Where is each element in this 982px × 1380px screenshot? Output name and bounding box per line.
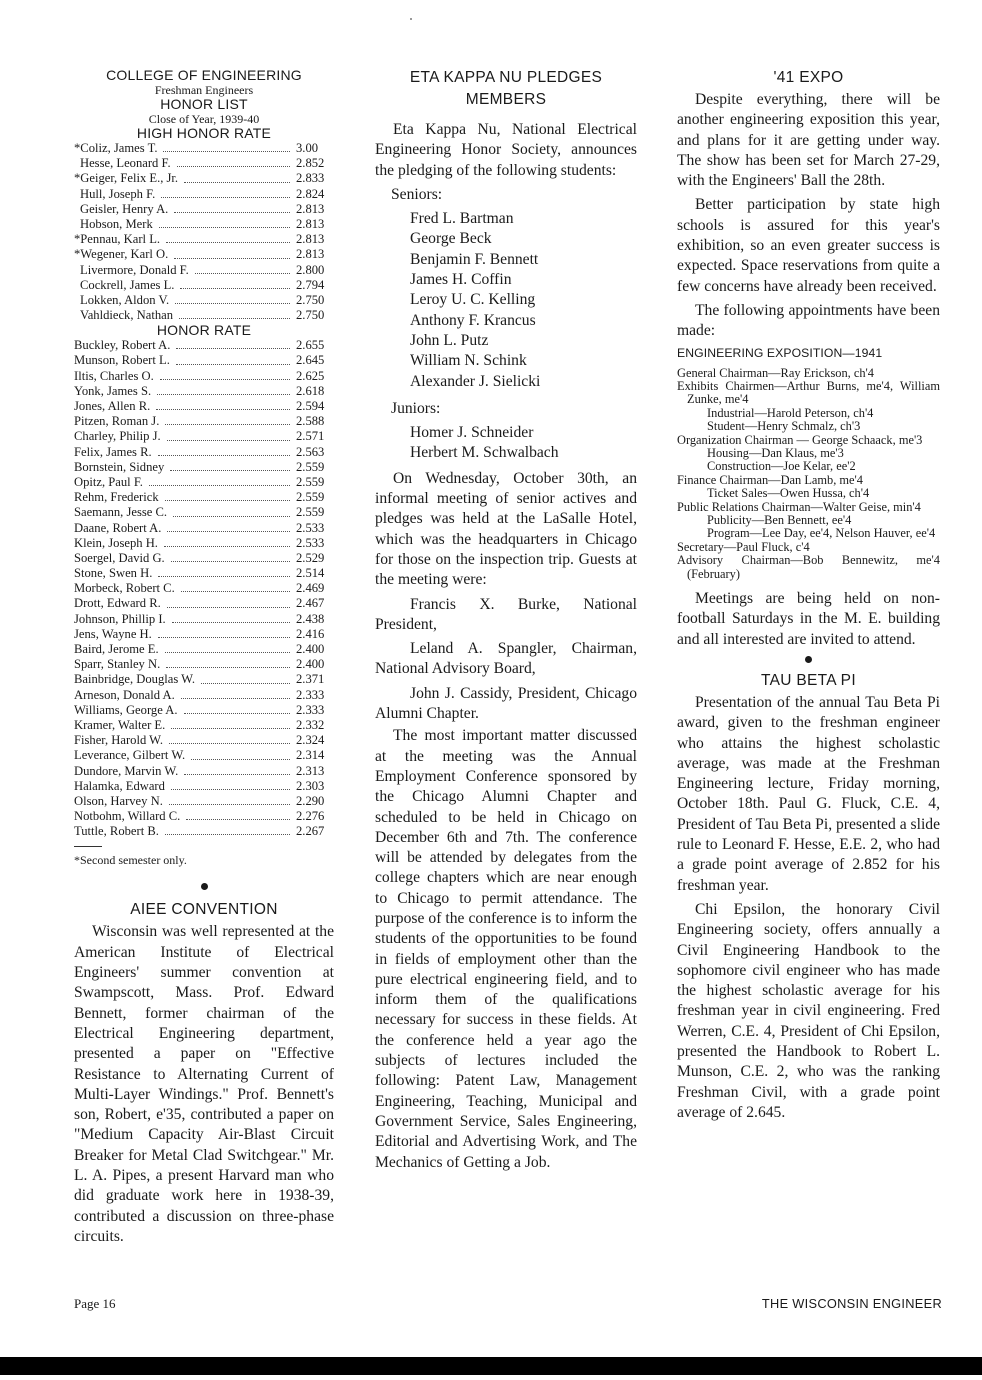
honor-row bbox=[74, 657, 334, 672]
student-name: Vahldieck, Nathan bbox=[80, 308, 174, 323]
leader-dots bbox=[164, 536, 290, 547]
appointment-item: Advisory Chairman—Bob Bennewitz, me'4 (February) bbox=[677, 553, 940, 581]
appointment-item: Student—Henry Schmalz, ch'3 bbox=[707, 419, 861, 434]
leader-dots bbox=[174, 247, 290, 258]
leader-dots bbox=[169, 733, 290, 744]
student-name: Bornstein, Sidney bbox=[74, 459, 165, 474]
appointment-item: Ticket Sales—Owen Hussa, ch'4 bbox=[707, 486, 870, 501]
senior-pledge: Benjamin F. Bennett bbox=[410, 250, 539, 268]
honor-rate-list bbox=[74, 338, 334, 839]
honor-row bbox=[74, 581, 334, 596]
honor-rate-heading: HONOR RATE bbox=[156, 322, 252, 339]
student-name: Charley, Philip J. bbox=[74, 429, 161, 444]
honor-row bbox=[74, 353, 334, 368]
leader-dots bbox=[167, 521, 290, 532]
honor-row bbox=[74, 202, 334, 217]
leader-dots bbox=[184, 171, 290, 182]
leader-dots bbox=[158, 627, 290, 638]
honor-row bbox=[74, 703, 334, 718]
honor-row bbox=[74, 490, 334, 505]
grade-point: 2.469 bbox=[296, 581, 325, 596]
leader-dots bbox=[177, 156, 290, 167]
leader-dots bbox=[159, 217, 290, 228]
senior-pledge: Fred L. Bartman bbox=[410, 210, 514, 228]
grade-point: 2.514 bbox=[296, 566, 325, 581]
leader-dots bbox=[184, 764, 290, 775]
leader-dots bbox=[165, 824, 290, 835]
tbp-heading: TAU BETA PI bbox=[761, 671, 856, 689]
student-name: Stone, Swen H. bbox=[74, 566, 153, 581]
student-name: Leverance, Gilbert W. bbox=[74, 748, 186, 763]
honor-list-heading: HONOR LIST bbox=[160, 96, 248, 112]
student-name: Bainbridge, Douglas W. bbox=[74, 672, 196, 687]
student-name: Daane, Robert A. bbox=[74, 520, 162, 535]
expo-heading: '41 EXPO bbox=[773, 69, 844, 86]
student-name: Dundore, Marvin W. bbox=[74, 763, 179, 778]
grade-point: 2.588 bbox=[296, 414, 325, 429]
honor-row bbox=[74, 399, 334, 414]
leader-dots bbox=[158, 445, 290, 456]
honor-row bbox=[74, 187, 334, 202]
leader-dots bbox=[181, 581, 290, 592]
grade-point: 2.416 bbox=[296, 626, 325, 641]
senior-pledge: Leroy U. C. Kelling bbox=[410, 291, 536, 309]
grade-point: 3.00 bbox=[296, 141, 319, 155]
aiee-heading: AIEE CONVENTION bbox=[130, 901, 278, 919]
high-honor-list bbox=[74, 141, 334, 323]
grade-point: 2.559 bbox=[296, 490, 325, 505]
appointment-item: Organization Chairman — George Schaack, me'3 bbox=[677, 432, 923, 447]
honor-row bbox=[74, 171, 334, 186]
grade-point: 2.813 bbox=[296, 232, 325, 247]
tbp-p1: Presentation of the annual Tau Beta Pi award, given to the freshman engineer who attains the highest scholastic average, was made at the Freshman Engineering lecture, Friday morning, October 18th. Paul G. Fluck, C.E. 4, President of Tau Beta Pi, presented a slide rule to Leonard F. Hesse, E.E. 2, who had a grade point average of 2.852 for his freshman year. bbox=[677, 693, 940, 894]
grade-point: 2.533 bbox=[296, 535, 325, 550]
leader-dots bbox=[176, 353, 290, 364]
student-name: Munson, Robert L. bbox=[74, 353, 170, 368]
leader-dots bbox=[157, 384, 290, 395]
honor-row bbox=[74, 748, 334, 763]
guest-1: Francis X. Burke, National President, bbox=[375, 595, 637, 633]
column-left bbox=[74, 68, 334, 1251]
grade-point: 2.559 bbox=[296, 505, 325, 520]
honor-row bbox=[74, 217, 334, 232]
student-name: Halamka, Edward bbox=[74, 778, 165, 793]
grade-point: 2.813 bbox=[296, 216, 325, 231]
leader-dots bbox=[158, 566, 290, 577]
section-bullet bbox=[201, 883, 208, 890]
senior-pledge: William N. Schink bbox=[410, 352, 527, 370]
leader-dots bbox=[160, 369, 290, 380]
appointment-item: Publicity—Ben Bennett, ee'4 bbox=[707, 513, 852, 528]
grade-point: 2.333 bbox=[296, 702, 325, 717]
column-right bbox=[677, 68, 940, 1127]
expo-p1: Despite everything, there will be another engineering exposition this year, and plans for it are getting under way. The show has been set for March 27-29, with the Engineers' Ball the 28th. bbox=[677, 91, 940, 190]
grade-point: 2.833 bbox=[296, 171, 325, 186]
leader-dots bbox=[176, 338, 290, 349]
honor-row bbox=[74, 521, 334, 536]
grade-point: 2.645 bbox=[296, 353, 325, 368]
leader-dots bbox=[166, 657, 290, 668]
honor-row bbox=[74, 809, 334, 824]
student-name: Opitz, Paul F. bbox=[74, 474, 143, 489]
honor-list-date: Close of Year, 1939-40 bbox=[148, 112, 260, 126]
honor-row bbox=[74, 733, 334, 748]
honor-row bbox=[74, 384, 334, 399]
student-name: Olson, Harvey N. bbox=[74, 793, 163, 808]
grade-point: 2.824 bbox=[296, 186, 325, 201]
honor-row bbox=[74, 627, 334, 642]
leader-dots bbox=[169, 794, 290, 805]
leader-dots bbox=[170, 460, 290, 471]
appointments-list bbox=[677, 367, 940, 582]
student-name: *Geiger, Felix E., Jr. bbox=[74, 171, 179, 186]
senior-pledge: John L. Putz bbox=[410, 331, 489, 349]
grade-point: 2.625 bbox=[296, 368, 325, 383]
leader-dots bbox=[167, 596, 290, 607]
expo-p4: Meetings are being held on non-football Saturdays in the M. E. building and all interested are invited to attend. bbox=[677, 590, 940, 648]
student-name: Iltis, Charles O. bbox=[74, 368, 154, 383]
leader-dots bbox=[172, 612, 290, 623]
honor-row bbox=[74, 414, 334, 429]
honor-row bbox=[74, 293, 334, 308]
student-name: Buckley, Robert A. bbox=[74, 338, 171, 353]
expo-list-title: ENGINEERING EXPOSITION—1941 bbox=[677, 345, 883, 360]
student-name: Lokken, Aldon V. bbox=[80, 292, 170, 307]
student-name: Yonk, James S. bbox=[74, 383, 152, 398]
grade-point: 2.813 bbox=[296, 247, 325, 262]
ekn-conference: The most important matter discussed at the meeting was the Annual Employment Conference sponsored by the Chicago Alumni Chapter and scheduled to be held in Chicago on December 6th and 7th. The conference will be attended by delegates from the college chapters which are near enough to Chicago to permit attendance. The purpose of the conference is to inform the students of the opportunities to be found in fields of employment other than the pure electrical engineering field, and to inform them of the qualifications necessary for success in these fields. At the conference held a year ago the subjects of lectures included the following: Patent Law, Management Engineering, Teaching, Municipal and Government Service, Sales Engineering, Editorial and Advertising Work, and The Mechanics of Getting a Job. bbox=[375, 727, 637, 1171]
appointment-item: Industrial—Harold Peterson, ch'4 bbox=[707, 405, 874, 420]
student-name: Drott, Edward R. bbox=[74, 596, 161, 611]
student-name: Tuttle, Robert B. bbox=[74, 824, 159, 839]
honor-row bbox=[74, 263, 334, 278]
leader-dots bbox=[163, 141, 290, 152]
juniors-label: Juniors: bbox=[391, 399, 441, 417]
grade-point: 2.276 bbox=[296, 809, 325, 824]
leader-dots bbox=[161, 187, 290, 198]
grade-point: 2.438 bbox=[296, 611, 325, 626]
student-name: *Pennau, Karl L. bbox=[74, 232, 161, 247]
honor-row bbox=[74, 505, 334, 520]
student-name: Rehm, Frederick bbox=[74, 490, 159, 505]
student-name: Johnson, Phillip I. bbox=[74, 611, 166, 626]
grade-point: 2.314 bbox=[296, 748, 325, 763]
honor-row bbox=[74, 612, 334, 627]
grade-point: 2.559 bbox=[296, 459, 325, 474]
grade-point: 2.559 bbox=[296, 474, 325, 489]
footnote-rule bbox=[74, 846, 102, 847]
honor-row bbox=[74, 429, 334, 444]
honor-list-title: COLLEGE OF ENGINEERING bbox=[106, 67, 302, 83]
student-name: Notbohm, Willard C. bbox=[74, 809, 181, 824]
seniors-list bbox=[375, 209, 637, 392]
honor-row bbox=[74, 642, 334, 657]
student-name: Soergel, David G. bbox=[74, 550, 165, 565]
seniors-label: Seniors: bbox=[391, 185, 443, 203]
appointment-item: Exhibits Chairmen—Arthur Burns, me'4, William Zunke, me'4 bbox=[677, 378, 940, 407]
student-name: Saemann, Jesse C. bbox=[74, 505, 168, 520]
high-honor-heading: HIGH HONOR RATE bbox=[136, 125, 272, 141]
student-name: Kramer, Walter E. bbox=[74, 717, 166, 732]
student-name: Klein, Joseph H. bbox=[74, 535, 158, 550]
grade-point: 2.563 bbox=[296, 444, 325, 459]
appointment-item: Construction—Joe Kelar, ee'2 bbox=[707, 459, 856, 474]
honor-row bbox=[74, 824, 334, 839]
senior-pledge: George Beck bbox=[410, 230, 492, 248]
leader-dots bbox=[165, 642, 290, 653]
honor-row bbox=[74, 278, 334, 293]
junior-pledge: Herbert M. Schwalbach bbox=[410, 444, 559, 462]
honor-row bbox=[74, 141, 334, 156]
honor-row bbox=[74, 764, 334, 779]
honor-row bbox=[74, 688, 334, 703]
leader-dots bbox=[201, 672, 290, 683]
leader-dots bbox=[191, 748, 290, 759]
leader-dots bbox=[174, 202, 290, 213]
honor-row bbox=[74, 338, 334, 353]
ekn-heading-line1: ETA KAPPA NU PLEDGES bbox=[409, 69, 603, 86]
leader-dots bbox=[181, 688, 290, 699]
grade-point: 2.618 bbox=[296, 383, 325, 398]
honor-list-subtitle: Freshman Engineers bbox=[154, 83, 254, 97]
senior-pledge: Alexander J. Sielicki bbox=[410, 372, 541, 390]
grade-point: 2.813 bbox=[296, 201, 325, 216]
student-name: Jens, Wayne H. bbox=[74, 626, 152, 641]
guest-3: John J. Cassidy, President, Chicago Alumni Chapter. bbox=[375, 684, 637, 723]
leader-dots bbox=[180, 278, 290, 289]
student-name: Fisher, Harold W. bbox=[74, 733, 164, 748]
honor-row bbox=[74, 156, 334, 171]
honor-row bbox=[74, 445, 334, 460]
appointment-item: Housing—Dan Klaus, me'3 bbox=[707, 446, 844, 460]
student-name: Baird, Jerome E. bbox=[74, 642, 159, 656]
grade-point: 2.400 bbox=[296, 642, 325, 656]
leader-dots bbox=[175, 293, 290, 304]
section-bullet bbox=[805, 656, 812, 663]
honor-row bbox=[74, 566, 334, 581]
appointment-item: General Chairman—Ray Erickson, ch'4 bbox=[677, 365, 874, 380]
honor-row bbox=[74, 551, 334, 566]
grade-point: 2.324 bbox=[296, 733, 325, 748]
honor-row bbox=[74, 247, 334, 262]
appointment-item: Public Relations Chairman—Walter Geise, min'4 bbox=[677, 499, 921, 514]
guest-2: Leland A. Spangler, Chairman, National Advisory Board, bbox=[375, 640, 637, 678]
grade-point: 2.852 bbox=[296, 156, 325, 171]
grade-point: 2.529 bbox=[296, 550, 325, 565]
leader-dots bbox=[173, 505, 290, 516]
leader-dots bbox=[171, 718, 290, 729]
honor-row bbox=[74, 369, 334, 384]
leader-dots bbox=[186, 809, 290, 820]
student-name: Felix, James R. bbox=[74, 444, 152, 459]
honor-row bbox=[74, 596, 334, 611]
honor-row bbox=[74, 779, 334, 794]
leader-dots bbox=[149, 475, 290, 486]
leader-dots bbox=[184, 703, 291, 714]
honor-row bbox=[74, 460, 334, 475]
student-name: Arneson, Donald A. bbox=[74, 687, 175, 702]
student-name: Jones, Allen R. bbox=[74, 399, 151, 413]
grade-point: 2.594 bbox=[296, 399, 325, 413]
leader-dots bbox=[171, 551, 290, 562]
grade-point: 2.400 bbox=[296, 657, 325, 672]
student-name: *Wegener, Karl O. bbox=[74, 247, 169, 262]
expo-p2: Better participation by state high schools is assured for this year's exhibition, so an even greater success is expected. Space reservations from quite a few concerns have already been received. bbox=[677, 196, 940, 295]
student-name: *Coliz, James T. bbox=[74, 141, 158, 155]
honor-row bbox=[74, 475, 334, 490]
scan-mark bbox=[410, 18, 412, 20]
scan-edge bbox=[0, 1357, 982, 1375]
grade-point: 2.467 bbox=[296, 596, 325, 611]
tbp-p2: Chi Epsilon, the honorary Civil Engineering society, offers annually a Civil Engineering Handbook to the sophomore civil engineer who has made the highest scholastic average for his freshman year in civil engineering. Fred Werren, C.E. 4, President of Chi Epsilon, presented the Handbook to Robert L. Munson, C.E. 2, who was the ranking Freshman Civil, with a grade point average of 2.645. bbox=[677, 900, 940, 1121]
column-middle bbox=[375, 68, 637, 1177]
student-name: Williams, George A. bbox=[74, 702, 178, 717]
juniors-list bbox=[375, 423, 637, 464]
leader-dots bbox=[167, 429, 290, 440]
grade-point: 2.332 bbox=[296, 717, 325, 732]
ekn-intro: Eta Kappa Nu, National Electrical Engineering Honor Society, announces the pledging of the following students: bbox=[375, 121, 637, 179]
leader-dots bbox=[156, 399, 290, 410]
appointment-item: Program—Lee Day, ee'4, Nelson Hauver, ee'4 bbox=[707, 526, 936, 541]
grade-point: 2.800 bbox=[296, 262, 325, 277]
grade-point: 2.290 bbox=[296, 793, 325, 808]
ekn-meeting: On Wednesday, October 30th, an informal meeting of senior actives and pledges was held at the LaSalle Hotel, which was the headquarters in Chicago for those on the inspection trip. Guests at the meeting were: bbox=[375, 469, 637, 589]
grade-point: 2.371 bbox=[296, 672, 325, 687]
expo-p3: The following appointments have been made: bbox=[677, 301, 940, 340]
senior-pledge: Anthony F. Krancus bbox=[410, 311, 536, 329]
aiee-body: Wisconsin was well represented at the American Institute of Electrical Engineers' summer convention at Swampscott, Mass. Prof. Edward Bennett, former chairman of the Electrical Engineering department, presented a paper on "Effective Resistance to Alternating Current of Multi-Layer Windings." Prof. Bennett's son, Robert, e'35, contributed a paper on "Medium Capacity Air-Blast Circuit Breaker for Metal Clad Switchgear." Mr. L. A. Pipes, a present Harvard man who did graduate work here in 1938-39, contributed a discussion on three-phase circuits. bbox=[74, 923, 334, 1245]
student-name: Geisler, Henry A. bbox=[80, 201, 169, 216]
honor-row bbox=[74, 308, 334, 323]
appointment-item: Secretary—Paul Fluck, c'4 bbox=[677, 539, 810, 554]
ekn-heading-line2: MEMBERS bbox=[465, 91, 547, 108]
grade-point: 2.267 bbox=[296, 824, 325, 839]
junior-pledge: Homer J. Schneider bbox=[410, 424, 534, 442]
leader-dots bbox=[171, 779, 290, 790]
student-name: Hesse, Leonard F. bbox=[80, 156, 171, 171]
grade-point: 2.333 bbox=[296, 687, 325, 702]
student-name: Pitzen, Roman J. bbox=[74, 414, 160, 429]
student-name: Livermore, Donald F. bbox=[80, 262, 189, 277]
grade-point: 2.750 bbox=[296, 292, 325, 307]
grade-point: 2.794 bbox=[296, 277, 325, 292]
magazine-title: THE WISCONSIN ENGINEER bbox=[761, 1296, 942, 1311]
grade-point: 2.655 bbox=[296, 338, 325, 353]
grade-point: 2.303 bbox=[296, 778, 325, 793]
student-name: Morbeck, Robert C. bbox=[74, 581, 175, 596]
leader-dots bbox=[165, 414, 290, 425]
student-name: Cockrell, James L. bbox=[80, 277, 175, 292]
student-name: Sparr, Stanley N. bbox=[74, 657, 161, 672]
honor-row bbox=[74, 536, 334, 551]
grade-point: 2.750 bbox=[296, 308, 325, 323]
grade-point: 2.533 bbox=[296, 520, 325, 535]
honor-row bbox=[74, 232, 334, 247]
student-name: Hull, Joseph F. bbox=[80, 186, 156, 201]
leader-dots bbox=[179, 308, 290, 319]
honor-row bbox=[74, 794, 334, 809]
appointment-item: Finance Chairman—Dan Lamb, me'4 bbox=[677, 472, 863, 487]
grade-point: 2.313 bbox=[296, 763, 325, 778]
leader-dots bbox=[166, 232, 290, 243]
grade-point: 2.571 bbox=[296, 429, 325, 444]
senior-pledge: James H. Coffin bbox=[410, 271, 512, 289]
student-name: Hobson, Merk bbox=[80, 216, 153, 231]
honor-row bbox=[74, 718, 334, 733]
leader-dots bbox=[195, 263, 290, 274]
page-number: Page 16 bbox=[74, 1296, 116, 1311]
footnote: *Second semester only. bbox=[74, 853, 187, 868]
leader-dots bbox=[165, 490, 290, 501]
honor-row bbox=[74, 672, 334, 687]
